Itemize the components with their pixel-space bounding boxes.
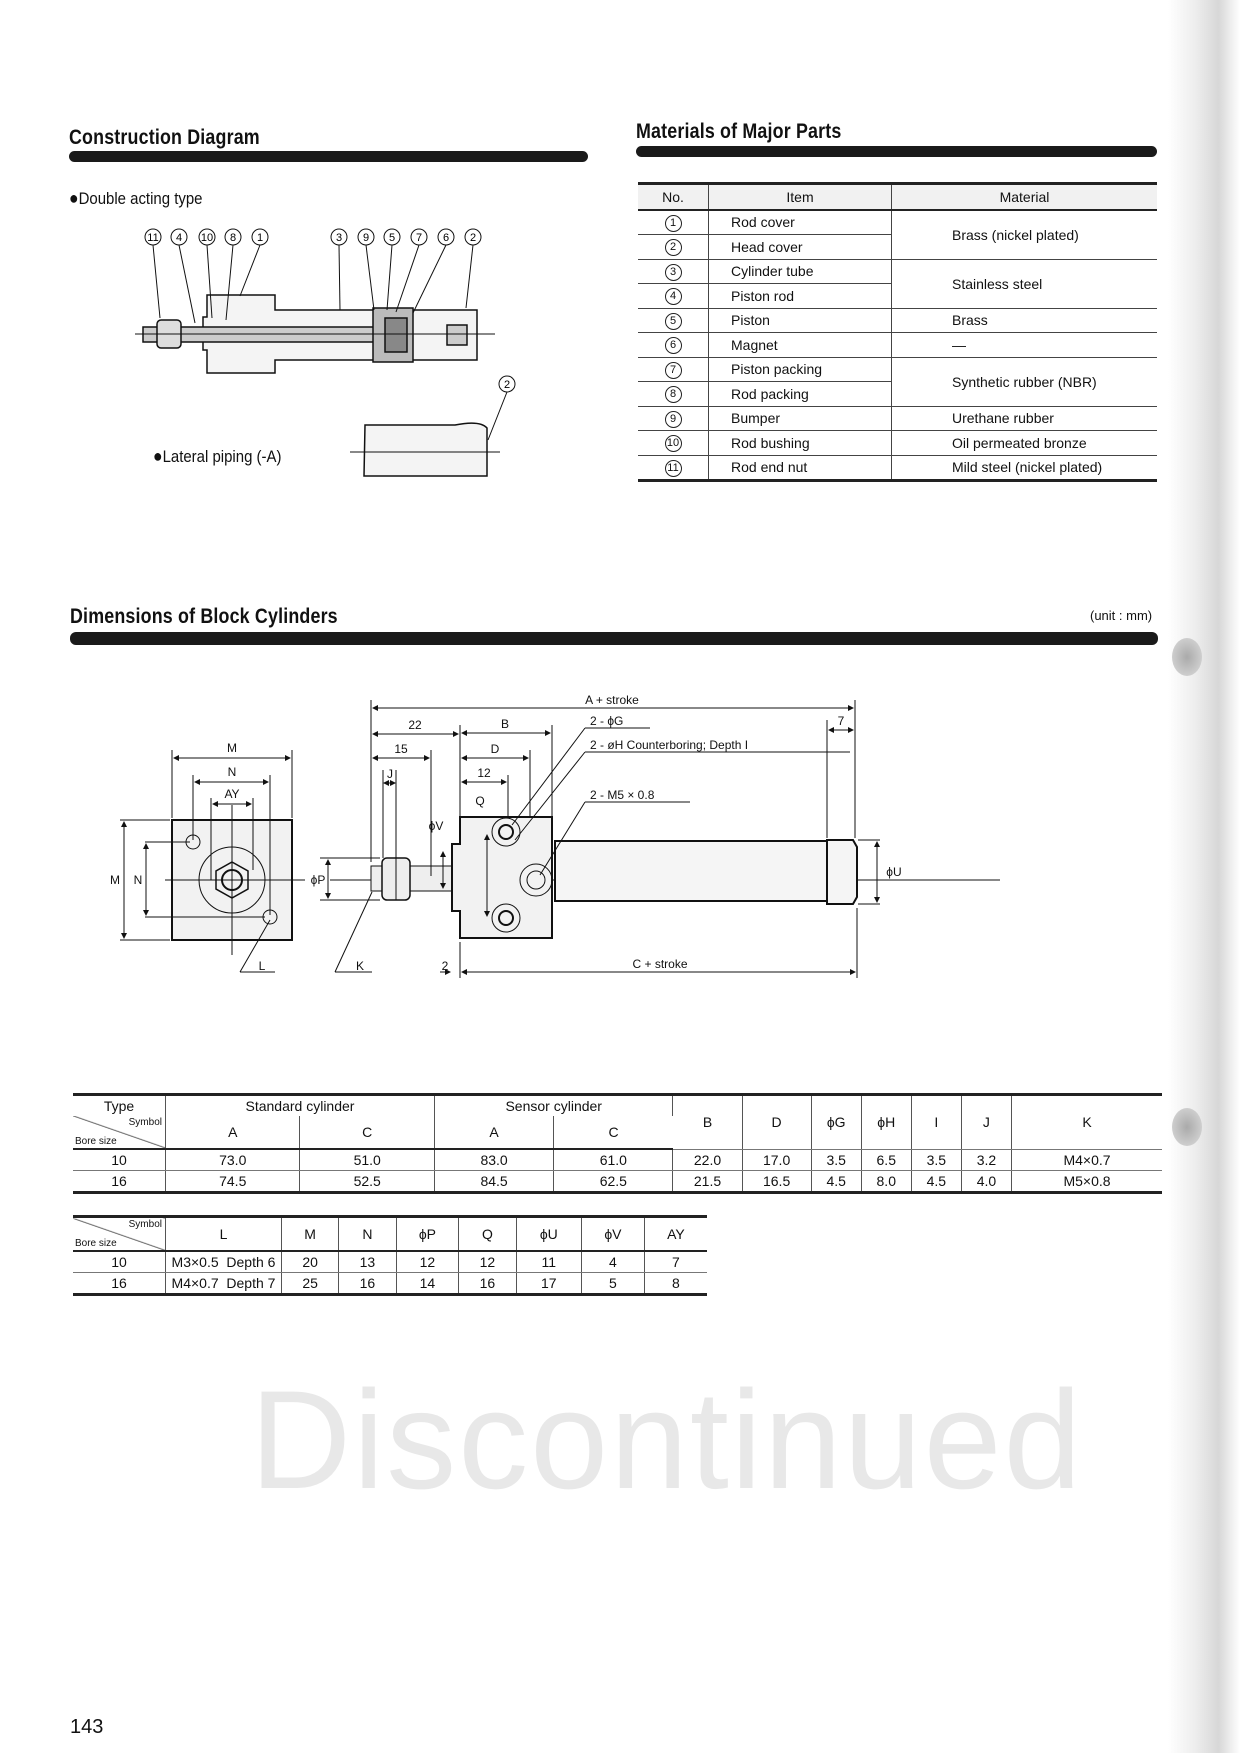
- callout-G: 2 - ϕG: [590, 714, 624, 728]
- callout-M5: 2 - M5 × 0.8: [590, 788, 655, 802]
- svg-text:7: 7: [415, 232, 423, 244]
- table-row: 8 Rod packing: [638, 382, 1157, 407]
- dim-U: ϕU: [886, 865, 902, 879]
- svg-text:5: 5: [388, 232, 396, 244]
- table-row: 7 Piston packing Synthetic rubber (NBR): [638, 357, 1157, 382]
- balloon: [145, 229, 161, 245]
- dim-AY: AY: [224, 787, 240, 801]
- title-bar: [636, 146, 1157, 157]
- dim-c-stroke: C + stroke: [632, 957, 688, 971]
- table-row: 4 Piston rod: [638, 284, 1157, 309]
- dim-K: K: [355, 959, 365, 973]
- table-header-row: Symbol Bore size L M N ϕP Q ϕU ϕV AY: [73, 1217, 707, 1252]
- construction-title: Construction Diagram: [69, 126, 260, 149]
- bore-size-label: Bore size: [75, 1238, 117, 1249]
- title-bar: [70, 632, 1158, 645]
- symbol-label: Symbol: [128, 1219, 162, 1230]
- dim-V: ϕV: [428, 819, 444, 833]
- materials-table: [638, 182, 1157, 482]
- callout-H: 2 - øH Counterboring; Depth I: [590, 738, 749, 752]
- table-row: 16 M4×0.7 Depth 7 25 16 14 16 17 5 8: [73, 1273, 707, 1295]
- symbol-label: Symbol: [128, 1117, 162, 1128]
- watermark: Discontinued: [250, 1361, 1084, 1518]
- svg-text:3: 3: [335, 232, 343, 244]
- dimensions-table-1: [73, 1093, 1162, 1194]
- dim-B: B: [500, 717, 510, 731]
- page-edge-shadow: [1168, 0, 1240, 1753]
- dim-2: 2: [441, 959, 449, 973]
- table-row: 10 M3×0.5 Depth 6 20 13 12 12 11 4 7: [73, 1251, 707, 1273]
- dim-Q: Q: [475, 794, 485, 808]
- balloon: [199, 229, 215, 245]
- double-acting-label: ●Double acting type: [69, 188, 203, 208]
- page-number: 143: [70, 1716, 104, 1738]
- table-row: 10 73.0 51.0 83.0 61.0 22.0 17.0 3.5 6.5 3.5 3.2 M4×0.7: [73, 1149, 1162, 1171]
- header-no: No.: [638, 184, 709, 210]
- table-row: 9 Bumper Urethane rubber: [638, 406, 1157, 431]
- table-row: 11 Rod end nut Mild steel (nickel plated): [638, 455, 1157, 481]
- materials-title: Materials of Major Parts: [636, 120, 842, 143]
- table-header-row: Symbol Bore size A C A C: [73, 1116, 1162, 1149]
- dim-N: N: [227, 765, 237, 779]
- table-row: 3 Cylinder tube Stainless steel: [638, 259, 1157, 284]
- svg-text:6: 6: [442, 232, 450, 244]
- table-row: 10 Rod bushing Oil permeated bronze: [638, 431, 1157, 456]
- dim-M-vertical: M: [110, 873, 120, 887]
- balloon: [438, 229, 454, 245]
- balloon: [331, 229, 347, 245]
- dimensions-table-2: [73, 1215, 707, 1296]
- balloon: [225, 229, 241, 245]
- balloon: [252, 229, 268, 245]
- dim-15: 15: [394, 742, 408, 756]
- balloon: [358, 229, 374, 245]
- dim-12: 12: [477, 766, 491, 780]
- unit-label: (unit : mm): [1090, 608, 1153, 623]
- lateral-piping-label: ●Lateral piping (-A): [153, 446, 282, 466]
- balloon: [465, 229, 481, 245]
- svg-text:4: 4: [175, 232, 183, 244]
- svg-text:11: 11: [147, 232, 159, 244]
- dim-N-vertical: N: [133, 873, 143, 887]
- svg-text:2: 2: [469, 232, 477, 244]
- table-row: 5 Piston Brass: [638, 308, 1157, 333]
- balloon: [499, 376, 515, 392]
- table-row: 2 Head cover: [638, 235, 1157, 260]
- dim-22: 22: [408, 718, 422, 732]
- construction-drawing: [0, 0, 600, 500]
- dim-a-stroke: A + stroke: [585, 693, 639, 707]
- table-header-row: Type Standard cylinder Sensor cylinder B D ϕG ϕH I J K: [73, 1095, 1162, 1117]
- table-row: 16 74.5 52.5 84.5 62.5 21.5 16.5 4.5 8.0 4.5 4.0 M5×0.8: [73, 1171, 1162, 1193]
- balloon: [171, 229, 187, 245]
- binder-hole: [1172, 1108, 1202, 1146]
- table-row: 1 Rod cover Brass (nickel plated): [638, 210, 1157, 235]
- svg-text:2: 2: [503, 379, 511, 391]
- dim-M: M: [227, 741, 237, 755]
- dim-D: D: [490, 742, 500, 756]
- dim-L: L: [258, 959, 266, 973]
- dimension-drawing: [0, 680, 1000, 1000]
- table-row: 6 Magnet —: [638, 333, 1157, 358]
- balloon: [384, 229, 400, 245]
- header-material: Material: [892, 184, 1158, 210]
- svg-text:1: 1: [256, 232, 264, 244]
- dim-J: J: [387, 767, 393, 781]
- balloon: [411, 229, 427, 245]
- header-item: Item: [709, 184, 892, 210]
- dim-7: 7: [837, 714, 845, 728]
- dimensions-title: Dimensions of Block Cylinders: [70, 605, 338, 628]
- bore-size-label: Bore size: [75, 1136, 117, 1147]
- svg-text:9: 9: [362, 232, 370, 244]
- svg-text:8: 8: [229, 232, 237, 244]
- svg-text:10: 10: [200, 232, 214, 244]
- dim-P: ϕP: [310, 873, 326, 887]
- binder-hole: [1172, 638, 1202, 676]
